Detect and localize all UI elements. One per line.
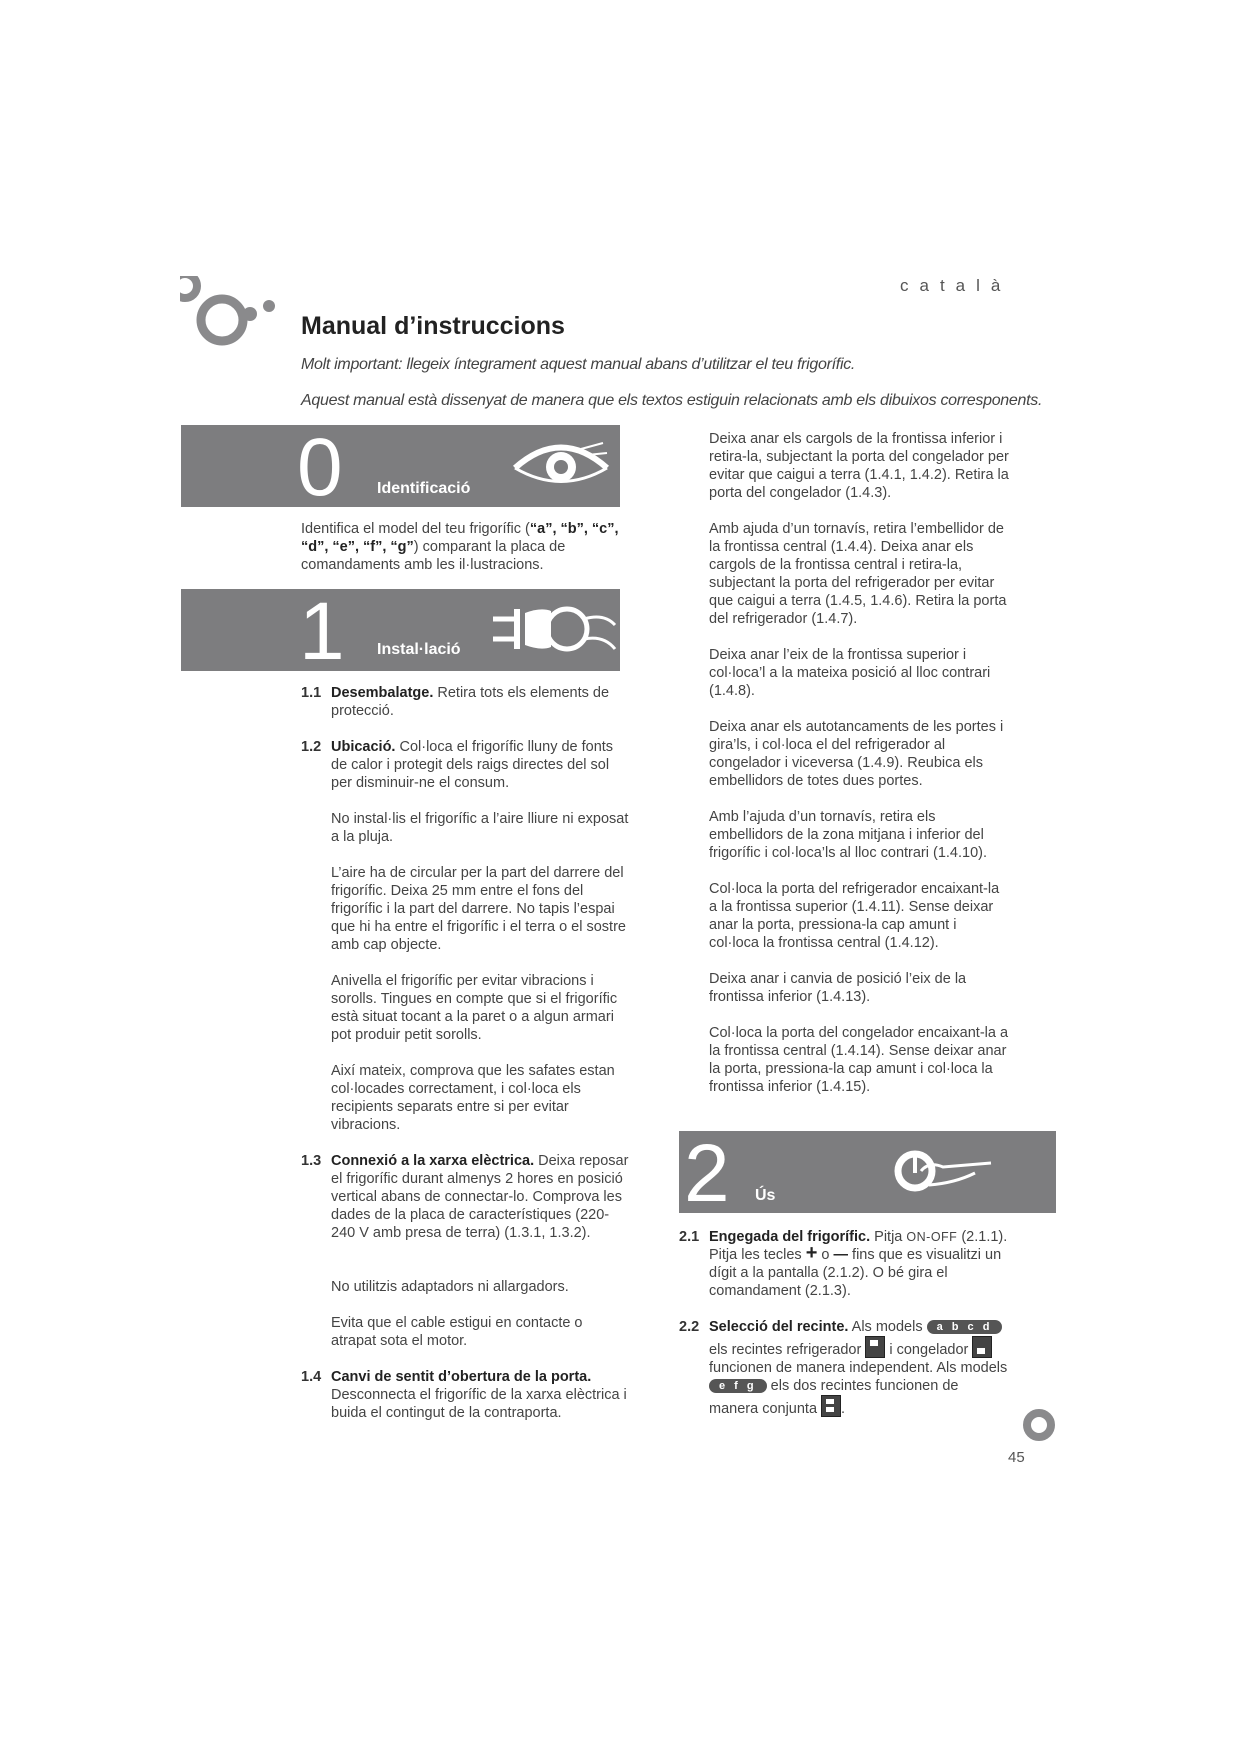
models-efg-badge: e f g xyxy=(709,1379,767,1393)
minus-key-icon: — xyxy=(833,1247,849,1263)
item-heading: Selecció del recinte. xyxy=(709,1319,849,1335)
finger-press-icon xyxy=(885,1143,995,1203)
right-paragraph: Deixa anar i canvia de posició l’eix de la frontissa inferior (1.4.13). xyxy=(709,971,967,1005)
item-2-2: 2.2 Selecció del recinte. Als models a b c d els recintes refrigerador i congelador funcionen de manera independent. Als models e f g els dos recintes funcionen de manera conjunta . xyxy=(679,1319,1008,1417)
freezer-compartment-icon xyxy=(972,1336,992,1358)
on-off-key-label: ON-OFF xyxy=(906,1230,958,1244)
right-paragraph: Col·loca la porta del congelador encaixant-la a la frontissa central (1.4.14). Sense deixar anar la porta, pressiona-la cap amunt i col·loca la frontissa inferior (1.4.15). xyxy=(709,1025,1009,1095)
page-corner-circle-icon xyxy=(1022,1408,1056,1442)
item-heading: Ubicació. xyxy=(331,739,396,755)
section-2-number: 2 xyxy=(684,1128,730,1219)
fridge-compartment-icon xyxy=(865,1336,885,1358)
item-1-2: 1.2 Ubicació. Col·loca el frigorífic lluny de fonts de calor i protegit dels raigs directes del sol per disminuir-ne el consum. xyxy=(301,739,614,791)
right-paragraph: Deixa anar els autotancaments de les portes i gira’ls, i col·loca el del refrigerador al congelador i viceversa (1.4.9). Reubica els embellidors de totes dues portes. xyxy=(709,719,1004,789)
page-number: 45 xyxy=(1008,1449,1025,1466)
section-0-number: 0 xyxy=(297,422,343,513)
item-number: 1.2 xyxy=(301,739,322,755)
section-0-band xyxy=(181,422,620,513)
item-heading: Connexió a la xarxa elèctrica. xyxy=(331,1153,535,1169)
paragraph-adapters: No utilitzis adaptadors ni allargadors. xyxy=(331,1279,569,1295)
item-heading: Engegada del frigorífic. xyxy=(709,1229,871,1245)
right-paragraph: Amb ajuda d’un tornavís, retira l’embellidor de la frontissa central (1.4.4). Deixa anar els cargols de la frontissa central i retira-la, subjectant la porta del refrigerador per evitar que caigui a terra (1.4.5, 1.4.6). Retira la porta del refrigerador (1.4.7). xyxy=(709,521,1007,627)
item-2-1: 2.1 Engegada del frigorífic. Pitja ON-OFF (2.1.1). Pitja les tecles + o — fins que es visualitzi un dígit a la pantalla (2.1.2). O bé gira el comandament (2.1.3). xyxy=(679,1229,1008,1299)
section-2-label: Ús xyxy=(755,1187,776,1204)
language-label: català xyxy=(900,276,1012,295)
item-1-3: 1.3 Connexió a la xarxa elèctrica. Deixa reposar el frigorífic durant almenys 2 hores en posició vertical abans de connectar-lo. Comprova les dades de la placa de característiques (220-240 V amb presa de terra) (1.3.1, 1.3.2). xyxy=(301,1153,629,1241)
item-number: 1.1 xyxy=(301,685,322,701)
paragraph-outdoor: No instal·lis el frigorífic a l’aire lliure ni exposat a la pluja. xyxy=(331,811,629,845)
right-paragraph: Amb l’ajuda d’un tornavís, retira els embellidors de la zona mitjana i inferior del frigorífic i col·loca’ls al lloc contrari (1.4.10). xyxy=(709,809,988,861)
both-compartments-icon xyxy=(821,1395,841,1417)
section-2-band xyxy=(679,1128,1056,1219)
paragraph-cable: Evita que el cable estigui en contacte o atrapat sota el motor. xyxy=(331,1315,583,1349)
section-1-number: 1 xyxy=(299,586,345,677)
paragraph-air: L’aire ha de circular per la part del darrere del frigorífic. Deixa 25 mm entre el fons del frigorífic i la part del darrere. No tapis l’espai que hi ha entre el frigorífic i el terra o el sostre amb cap objecte. xyxy=(331,865,626,953)
section-1-label: Instal·lació xyxy=(377,641,461,658)
right-paragraph: Deixa anar els cargols de la frontissa inferior i retira-la, subjectant la porta del congelador per evitar que caigui a terra (1.4.1, 1.4.2). Retira la porta del congelador (1.4.3). xyxy=(709,431,1009,501)
right-paragraph: Deixa anar l’eix de la frontissa superior i col·loca’l a la mateixa posició al lloc contrari (1.4.8). xyxy=(709,647,991,699)
plug-icon xyxy=(489,601,617,661)
subtitle-design: Aquest manual està dissenyat de manera que els textos estiguin relacionats amb els dibuixos corresponents. xyxy=(301,392,1043,409)
right-paragraph: Col·loca la porta del refrigerador encaixant-la a la frontissa superior (1.4.11). Sense deixar anar la porta, pressiona-la cap amunt i col·loca la frontissa central (1.4.12). xyxy=(709,881,1000,951)
item-1-4: 1.4 Canvi de sentit d’obertura de la porta. Desconnecta el frigorífic de la xarxa elèctrica i buida el contingut de la contraporta. xyxy=(301,1369,627,1421)
subtitle-important: Molt important: llegeix íntegrament aquest manual abans d’utilitzar el teu frigorífic. xyxy=(301,356,856,373)
item-1-1: 1.1 Desembalatge. Retira tots els elements de protecció. xyxy=(301,685,610,719)
section-0-label: Identificació xyxy=(377,480,471,497)
section-0-text: Identifica el model del teu frigorífic (“a”, “b”, “c”, “d”, “e”, “f”, “g”) comparant la placa de comandaments amb les il·lustracions. xyxy=(301,521,619,573)
brand-logo-icon xyxy=(180,276,280,356)
section-1-band xyxy=(181,586,620,677)
item-number: 2.2 xyxy=(679,1319,700,1335)
paragraph-trays: Així mateix, comprova que les safates estan col·locades correctament, i col·loca els recipients separats entre si per evitar vibracions. xyxy=(331,1063,615,1133)
plus-key-icon: + xyxy=(805,1242,818,1264)
page-title: Manual d’instruccions xyxy=(301,312,565,340)
item-number: 1.3 xyxy=(301,1153,322,1169)
paragraph-level: Anivella el frigorífic per evitar vibracions i sorolls. Tingues en compte que si el frigorífic està situat tocant a la paret o a algun armari pot produir petit sorolls. xyxy=(331,973,618,1043)
eye-icon xyxy=(511,435,611,497)
item-number: 2.1 xyxy=(679,1229,700,1245)
models-abcd-badge: a b c d xyxy=(927,1320,1003,1334)
item-heading: Desembalatge. xyxy=(331,685,434,701)
item-number: 1.4 xyxy=(301,1369,322,1385)
item-heading: Canvi de sentit d’obertura de la porta. xyxy=(331,1369,592,1385)
